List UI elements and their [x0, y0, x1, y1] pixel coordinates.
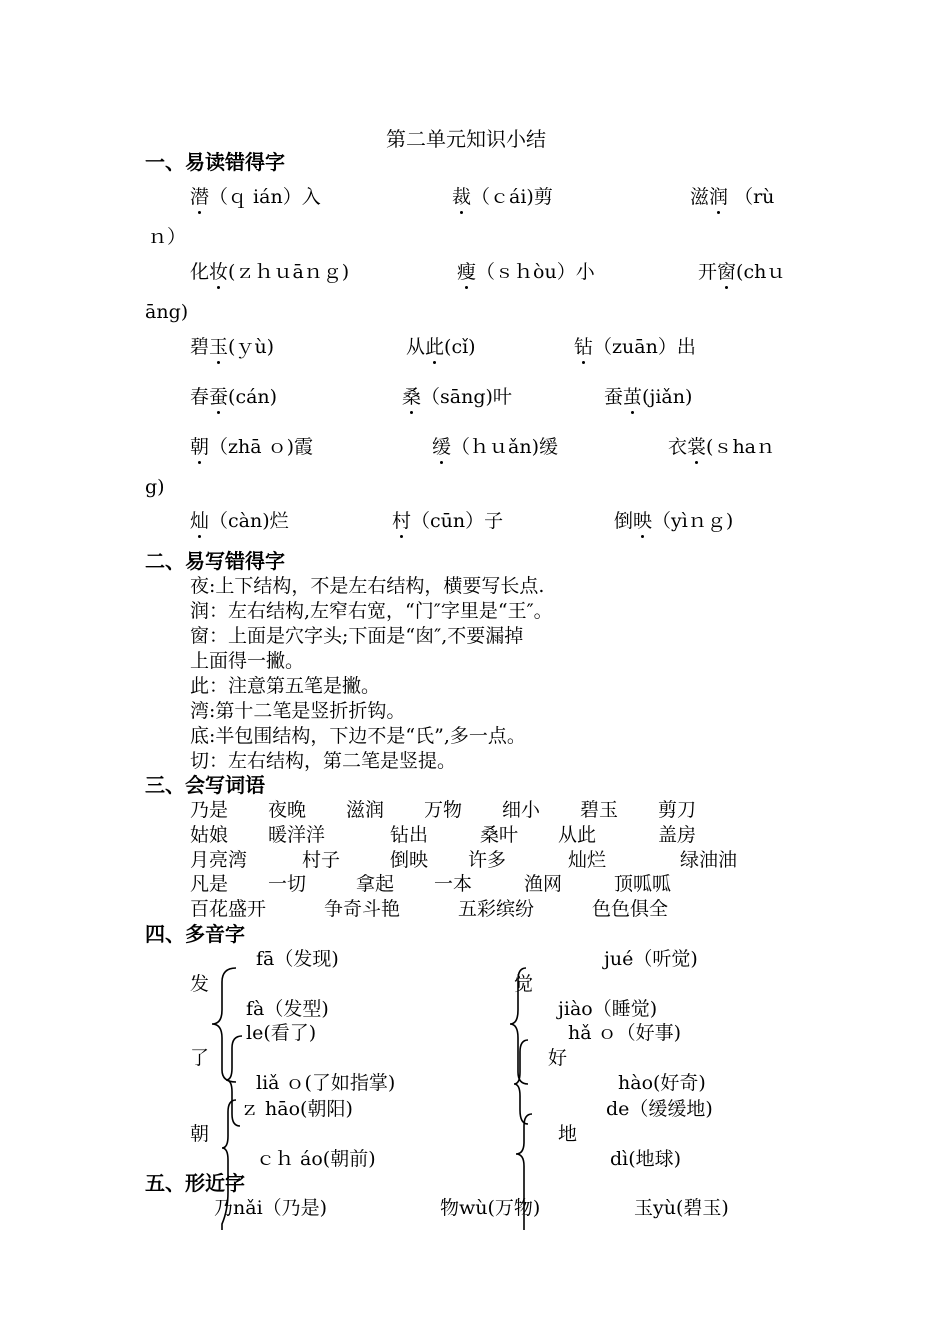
- word: 细小: [502, 799, 541, 821]
- word: 钻出: [390, 824, 429, 846]
- word: 顶呱呱: [614, 873, 672, 895]
- polyphone-reading: de（缓缓地): [606, 1098, 713, 1120]
- word: 灿烂: [568, 849, 607, 871]
- pinyin-item: 春蚕(cán): [190, 386, 278, 408]
- pinyin-item: 衣裳(ｓhaｎ: [668, 436, 776, 458]
- pinyin-item: 缓（ｈｕǎn)缓: [432, 436, 558, 458]
- word: 绿油油: [680, 849, 738, 871]
- section-heading: 一、易读错得字: [145, 150, 285, 174]
- pinyin-item: 钻（zuān）出: [574, 336, 696, 358]
- note-line: 底:半包围结构，下边不是“氏”,多一点。: [190, 725, 526, 747]
- note-line: 湾:第十二笔是竖折折钩。: [190, 700, 406, 722]
- polyphone-char: 朝: [190, 1123, 210, 1145]
- note-line: 上面得一撇。: [190, 650, 305, 672]
- note-line: 夜:上下结构，不是左右结构，横要写长点.: [190, 575, 545, 597]
- polyphone-reading: fā（发现): [256, 948, 339, 970]
- page-title: 第二单元知识小结: [386, 127, 546, 151]
- pinyin-item: 裁（ｃái)剪: [452, 186, 553, 208]
- word: 夜晚: [268, 799, 307, 821]
- word: 乃是: [190, 799, 229, 821]
- pinyin-item: 开窗(chｕ: [698, 261, 786, 283]
- note-line: 润：左右结构,左窄右宽，“门″字里是“王″。: [190, 600, 553, 622]
- word: 村子: [302, 849, 341, 871]
- word: 拿起: [356, 873, 395, 895]
- polyphone-reading: ｃｈ áo(朝前): [256, 1148, 376, 1170]
- pinyin-item: 倒映（yìｎｇ): [614, 510, 734, 532]
- pinyin-item: 滋润 （rù: [690, 186, 775, 208]
- polyphone-reading: le(看了): [246, 1022, 317, 1044]
- word: 桑叶: [480, 824, 519, 846]
- pinyin-item: 蚕茧(jiǎn): [604, 386, 693, 408]
- note-line: 窗：上面是穴字头;下面是“囱″,不要漏掉: [190, 625, 524, 647]
- polyphone-char: 觉: [514, 973, 534, 995]
- polyphone-char: 了: [190, 1047, 210, 1069]
- word: 一本: [434, 873, 473, 895]
- word: 五彩缤纷: [458, 898, 535, 920]
- word: 滋润: [346, 799, 385, 821]
- polyphone-reading: liǎ ｏ(了如指掌): [256, 1072, 396, 1094]
- word: 凡是: [190, 873, 229, 895]
- word: 倒映: [390, 849, 429, 871]
- similar-char-item: 乃nǎi（乃是): [214, 1197, 328, 1219]
- polyphone-reading: ｚ hāo(朝阳): [240, 1098, 353, 1120]
- word: 盖房: [658, 824, 697, 846]
- pinyin-item: 朝（zhā ｏ)霞: [190, 436, 314, 458]
- polyphone-reading: fà（发型): [246, 998, 329, 1020]
- pinyin-item: 化妆(ｚｈｕāｎｇ): [190, 261, 350, 283]
- polyphone-reading: dì(地球): [610, 1148, 682, 1170]
- word: 月亮湾: [190, 849, 248, 871]
- similar-char-item: 玉yù(碧玉): [634, 1197, 729, 1219]
- word: 百花盛开: [190, 898, 267, 920]
- note-line: 切：左右结构，第二笔是竖提。: [190, 750, 457, 772]
- pinyin-wrap: g): [145, 476, 165, 498]
- word: 色色俱全: [592, 898, 669, 920]
- pinyin-item: 从此(cǐ): [406, 336, 476, 358]
- polyphone-char: 地: [558, 1123, 578, 1145]
- polyphone-reading: jiào（睡觉): [558, 998, 658, 1020]
- word: 碧玉: [580, 799, 619, 821]
- pinyin-item: 村（cūn）子: [392, 510, 504, 532]
- pinyin-item: 潜（ｑ ián）入: [190, 186, 321, 208]
- pinyin-item: 桑（sāng)叶: [402, 386, 512, 408]
- pinyin-item: 瘦（ｓｈòu）小: [457, 261, 595, 283]
- pinyin-item: 碧玉(ｙù): [190, 336, 275, 358]
- word: 许多: [468, 849, 507, 871]
- section-heading: 三、会写词语: [145, 773, 265, 797]
- word: 渔网: [524, 873, 563, 895]
- pinyin-wrap: ｎ）: [148, 226, 187, 248]
- pinyin-item: 灿（càn)烂: [190, 510, 289, 532]
- similar-char-item: 物wù(万物): [440, 1197, 541, 1219]
- word: 万物: [424, 799, 463, 821]
- polyphone-reading: jué（听觉): [604, 948, 698, 970]
- polyphone-reading: hào(好奇): [618, 1072, 706, 1094]
- word: 姑娘: [190, 824, 229, 846]
- section-heading: 二、易写错得字: [145, 549, 285, 573]
- pinyin-wrap: āng): [145, 301, 189, 323]
- polyphone-reading: hǎ ｏ（好事): [568, 1022, 682, 1044]
- word: 剪刀: [658, 799, 697, 821]
- word: 暖洋洋: [268, 824, 326, 846]
- note-line: 此：注意第五笔是撇。: [190, 675, 381, 697]
- polyphone-char: 发: [190, 973, 210, 995]
- polyphone-char: 好: [548, 1047, 568, 1069]
- word: 一切: [268, 873, 307, 895]
- word: 争奇斗艳: [324, 898, 401, 920]
- word: 从此: [558, 824, 597, 846]
- section-heading: 四、多音字: [145, 922, 245, 946]
- section-heading: 五、形近字: [145, 1171, 245, 1195]
